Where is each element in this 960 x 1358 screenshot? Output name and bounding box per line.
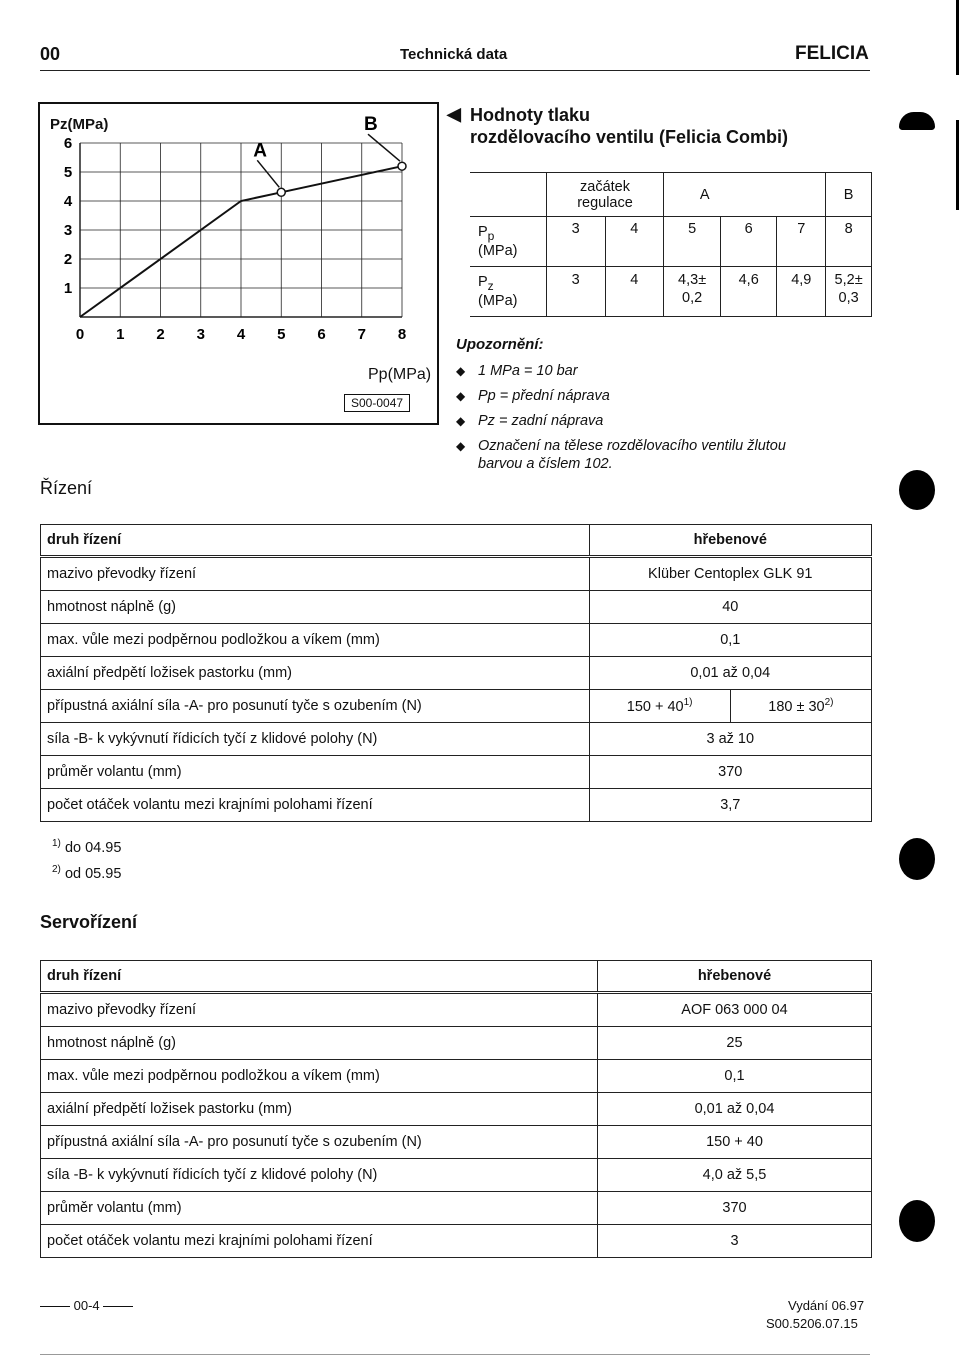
pz-value: 4,9 xyxy=(777,267,826,317)
col-start xyxy=(546,173,663,217)
y-tick-label: 4 xyxy=(63,193,73,210)
table-row xyxy=(41,1027,872,1060)
table-row xyxy=(41,1126,872,1159)
notes-list xyxy=(456,362,856,480)
note-item: ◆ Pp = přední náprava xyxy=(456,387,856,405)
y-tick-label: 1 xyxy=(63,280,73,297)
x-tick-label: 2 xyxy=(156,326,165,343)
col-a xyxy=(664,173,826,217)
footnote: $^{2)}$ od 05.95 xyxy=(52,864,122,882)
annotation-leader xyxy=(257,160,279,187)
row-label: mazivo převodky řízení xyxy=(41,557,590,591)
pressure-corner xyxy=(470,173,546,217)
row-label: průměr volantu (mm) xyxy=(41,756,590,789)
row-value: 3,7 xyxy=(589,789,871,822)
x-tick-label: 5 xyxy=(277,326,286,343)
pressure-table xyxy=(470,172,872,317)
table-row xyxy=(41,1093,872,1126)
row-label: hmotnost náplně (g) xyxy=(41,591,590,624)
row-value: $150 + 40^{1)}$ xyxy=(589,690,730,723)
row-label: max. vůle mezi podpěrnou podložkou a víkem (mm) xyxy=(41,624,590,657)
footer-page xyxy=(40,1298,133,1313)
note-item: ◆ Označení na tělese rozdělovacího ventilu žlutou barvou a číslem 102. xyxy=(456,437,818,473)
row-pp-header xyxy=(470,217,546,267)
rizeni-head-label: druh řízení xyxy=(41,525,590,557)
x-tick-label: 0 xyxy=(75,326,85,343)
table-row xyxy=(41,1192,872,1225)
note-item: ◆ 1 MPa = 10 bar xyxy=(456,362,856,380)
row-value: 370 xyxy=(589,756,871,789)
footnote: $^{1)}$ do 04.95 xyxy=(52,838,122,856)
table-row xyxy=(41,1060,872,1093)
annotation-point xyxy=(277,188,285,196)
x-axis-label: Pp(MPa) xyxy=(368,366,432,383)
annotation-point xyxy=(398,162,406,170)
row-label: přípustná axiální síla -A- pro posunutí tyče s ozubením (N) xyxy=(41,690,590,723)
pp-value: 5 xyxy=(664,217,721,267)
figure-code: S00-0047 xyxy=(344,394,410,412)
row-label: průměr volantu (mm) xyxy=(41,1192,598,1225)
table-row xyxy=(41,789,872,822)
pp-value: 6 xyxy=(721,217,777,267)
pp-value: 8 xyxy=(826,217,872,267)
model-name: FELICIA xyxy=(795,43,869,64)
table-row xyxy=(41,1159,872,1192)
pp-value: 4 xyxy=(605,217,664,267)
table-row xyxy=(41,657,872,690)
x-tick-label: 6 xyxy=(317,326,326,343)
x-tick-label: 7 xyxy=(357,326,366,343)
y-axis-label: Pz(MPa) xyxy=(50,116,109,133)
y-tick-label: 2 xyxy=(63,251,73,268)
row-value: AOF 063 000 04 xyxy=(598,993,872,1027)
table-row xyxy=(41,557,872,591)
margin-dot xyxy=(899,470,935,510)
y-tick-label: 3 xyxy=(63,222,73,239)
pressure-chart xyxy=(38,102,439,425)
row-label: mazivo převodky řízení xyxy=(41,993,598,1027)
note-item: ◆ Pz = zadní náprava xyxy=(456,412,856,430)
page-number: 00-4 xyxy=(73,1298,100,1313)
row-value: 150 + 40 xyxy=(598,1126,872,1159)
pz-value: 4,6 xyxy=(721,267,777,317)
x-tick-label: 3 xyxy=(196,326,205,343)
rizeni-head-value: hřebenové xyxy=(589,525,871,557)
row-value-2: $180 \pm 30^{2)}$ xyxy=(730,690,871,723)
row-label: axiální předpětí ložisek pastorku (mm) xyxy=(41,1093,598,1126)
y-tick-label: 5 xyxy=(63,164,73,181)
row-value: 3 xyxy=(598,1225,872,1258)
row-label: počet otáček volantu mezi krajními polohami řízení xyxy=(41,789,590,822)
row-label: přípustná axiální síla -A- pro posunutí tyče s ozubením (N) xyxy=(41,1126,598,1159)
page-title: Technická data xyxy=(400,46,508,63)
servo-head-label: druh řízení xyxy=(41,961,598,993)
margin-dot xyxy=(899,838,935,880)
notes-title: Upozornění: xyxy=(456,336,544,353)
col-start-line1: začátek xyxy=(580,178,630,195)
row-label: síla -B- k vykývnutí řídicích tyčí z klidové polohy (N) xyxy=(41,723,590,756)
pressure-title-line2: rozdělovacího ventilu (Felicia Combi) xyxy=(470,127,789,147)
pp-value: 3 xyxy=(546,217,605,267)
row-value: 0,01 až 0,04 xyxy=(598,1093,872,1126)
pz-value: 5,2± 0,3 xyxy=(826,267,872,317)
section-heading-servo: Servořízení xyxy=(40,912,138,932)
annotation-leader xyxy=(368,134,400,161)
table-row xyxy=(41,690,872,723)
section-number: 00 xyxy=(40,44,61,64)
pressure-title-arrow: ◀ xyxy=(447,104,461,124)
servo-table xyxy=(40,960,872,1258)
row-pz-unit: (MPa) xyxy=(478,293,518,310)
pp-value: 7 xyxy=(777,217,826,267)
table-row xyxy=(41,624,872,657)
servo-head-value: hřebenové xyxy=(598,961,872,993)
pz-value: 4,3± 0,2 xyxy=(664,267,721,317)
row-value: 370 xyxy=(598,1192,872,1225)
table-row xyxy=(41,591,872,624)
row-label: max. vůle mezi podpěrnou podložkou a víkem (mm) xyxy=(41,1060,598,1093)
table-row xyxy=(41,756,872,789)
row-pp-symbol: $P_p$ xyxy=(478,223,495,243)
annotation-label: A xyxy=(253,140,267,162)
margin-edge xyxy=(956,0,959,75)
margin-dot xyxy=(899,1200,935,1242)
table-row xyxy=(41,993,872,1027)
margin-mark xyxy=(899,112,935,130)
row-value: 0,1 xyxy=(598,1060,872,1093)
row-value: 0,01 až 0,04 xyxy=(589,657,871,690)
header-rule xyxy=(40,70,870,71)
x-tick-label: 4 xyxy=(236,326,246,343)
footer-rule xyxy=(40,1354,870,1355)
y-tick-label: 6 xyxy=(63,135,73,152)
x-tick-label: 1 xyxy=(116,326,125,343)
row-pz-header xyxy=(470,267,546,317)
row-value: 4,0 až 5,5 xyxy=(598,1159,872,1192)
row-value: Klüber Centoplex GLK 91 xyxy=(589,557,871,591)
table-row xyxy=(41,1225,872,1258)
row-label: hmotnost náplně (g) xyxy=(41,1027,598,1060)
pz-value: 4 xyxy=(605,267,664,317)
row-label: síla -B- k vykývnutí řídicích tyčí z klidové polohy (N) xyxy=(41,1159,598,1192)
row-value: 3 až 10 xyxy=(589,723,871,756)
x-tick-label: 8 xyxy=(397,326,407,343)
pressure-title xyxy=(470,104,788,148)
annotation-label: B xyxy=(364,114,378,136)
row-label: axiální předpětí ložisek pastorku (mm) xyxy=(41,657,590,690)
col-b xyxy=(826,173,872,217)
pressure-title-line1: Hodnoty tlaku xyxy=(470,105,590,125)
row-pz-symbol: $P_z$ xyxy=(478,273,494,293)
col-start-line2: regulace xyxy=(577,194,633,211)
footer-edition: Vydání 06.97 xyxy=(788,1298,865,1313)
row-pp-unit: (MPa) xyxy=(478,243,518,260)
table-row xyxy=(41,723,872,756)
rizeni-table xyxy=(40,524,872,822)
footer-code: S00.5206.07.15 xyxy=(766,1316,858,1331)
section-heading-rizeni: Řízení xyxy=(40,478,93,498)
row-value: 0,1 xyxy=(589,624,871,657)
row-label: počet otáček volantu mezi krajními polohami řízení xyxy=(41,1225,598,1258)
pz-value: 3 xyxy=(546,267,605,317)
col-b-label: B xyxy=(843,186,854,203)
margin-edge xyxy=(956,120,959,210)
row-value: 40 xyxy=(589,591,871,624)
col-a-label: A xyxy=(699,186,710,203)
row-value: 25 xyxy=(598,1027,872,1060)
